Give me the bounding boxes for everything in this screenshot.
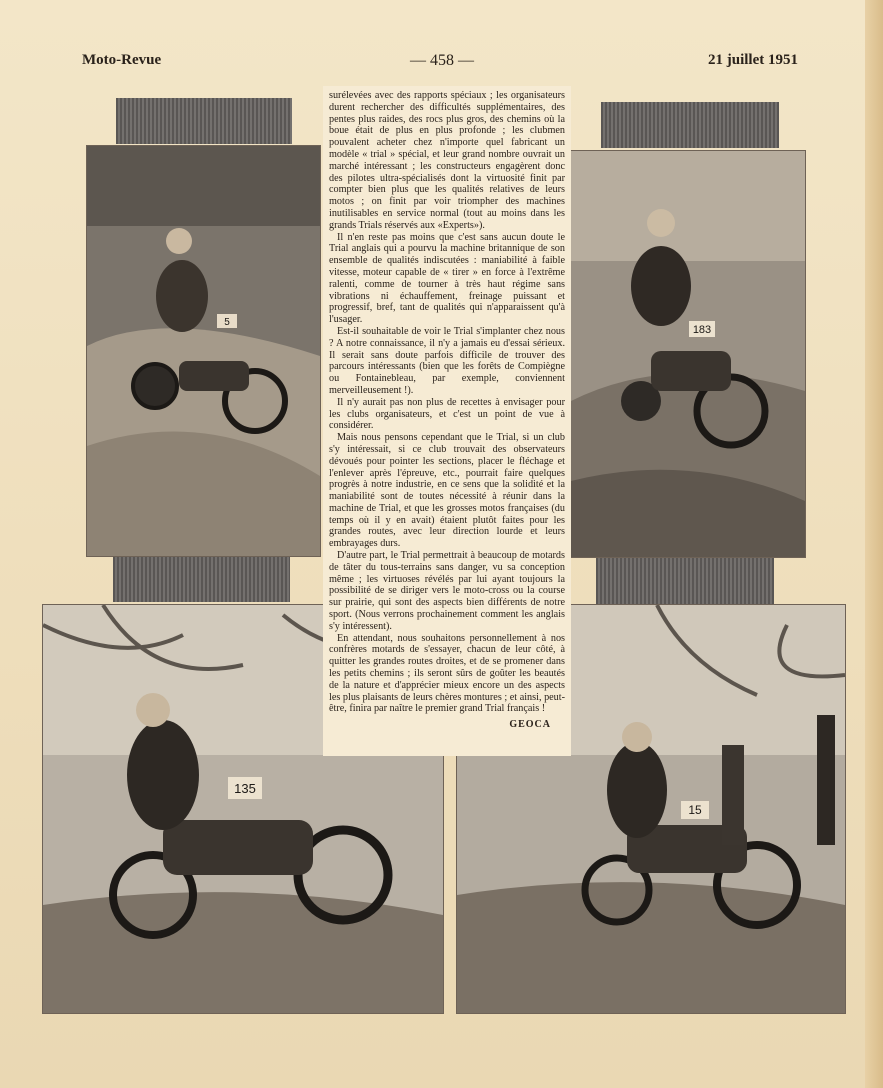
article-column — [323, 86, 571, 756]
race-plate-number: 15 — [688, 803, 702, 817]
photo-rider-top-left — [86, 145, 321, 557]
caption-bar-top-left — [116, 98, 292, 144]
article-paragraph: Mais nous pensons cependant que le Trial, si un club s'y intéressait, si ce club trouvait des observateurs dévoués pour pointer les sections, placer le fléchage et l'enlever après l'épreuve, etc., pourrait faire quelques progrès à notre industrie, en ce sens que la solidité et la maniabilité sont de toutes nécessité à réunir dans la machine de Trial, et que les grosses motos françaises (du temps où il y en avait) étaient plutôt faites pour les grandes routes, avec leur direction lourde et leurs embrayages durs. — [329, 432, 565, 550]
page-edge — [865, 0, 883, 1088]
article-paragraph: D'autre part, le Trial permettrait à beaucoup de motards de tâter du tous-terrains sans danger, vu sa conception même ; les virtuoses révélés par lui ayant toujours la possibilité de se diriger vers le moto-cross ou la course sur prairie, qui sont des aspects bien différents de notre sport. (Nous verrons prochainement comment les anglais s'y intéressent). — [329, 550, 565, 632]
page-number: — 458 — — [410, 52, 474, 69]
article-paragraph: En attendant, nous souhaitons personnellement à nos confrères motards de s'essayer, chacun de leur côté, à quitter les grandes routes droites, et de se promener dans les petits chemins ; ils seront sûrs de goûter les beautés de la nature et d'apprécier mieux encore un des aspects les plus plaisants de leurs chères montures ; et ainsi, peut-être, finira par naître le premier grand Trial français ! — [329, 632, 565, 715]
magazine-title: Moto-Revue — [82, 52, 162, 68]
article-paragraph: Il n'en reste pas moins que c'est sans aucun doute le Trial anglais qui a pourvu la machine britannique de son ensemble de qualités indiscutées : maniabilité à faible vitesse, moteur capable de « tirer » en force à l'extrême ralenti, comme de tourner à très haut régime sans vibrations ni échauffement, freinage puissant et progressif, bref, tant de qualités qui n'apparaissent qu'à l'usager. — [329, 231, 565, 326]
race-plate-number: 135 — [234, 781, 256, 796]
article-paragraph: surélevées avec des rapports spéciaux ; les organisateurs durent rechercher des difficultés supplémentaires, des pentes plus raides, des rocs plus gros, des chemins où la boue était de plus en plus profonde ; les clubmen pouvalent acheter chez n'importe quel fabricant un modèle « trial » spécial, et leur grand nombre ouvrait un marché intéressant ; les constructeurs engagèrent donc des pilotes ultra-spécialisés dont la virtuosité finit par compter bien plus que les qualités relatives de leurs motos ; on finit par voir triompher des machines inutilisables en service normal (tout au moins dans les grands Trials réservés aux «Experts»). — [329, 90, 565, 231]
caption-bar-bottom-left — [113, 556, 290, 602]
caption-bar-bottom-right — [596, 558, 774, 604]
author-signature: GEOCA — [509, 719, 551, 731]
race-plate-number: 5 — [224, 317, 230, 328]
race-plate-number: 183 — [692, 324, 712, 336]
issue-date: 21 juillet 1951 — [708, 52, 798, 68]
article-paragraph: Est-il souhaitable de voir le Trial s'implanter chez nous ? A notre connaissance, il n'y a jamais eu d'essai sérieux. Il serait sans doute parfois difficile de trouver des parcours intéressants (bien que les forêts de Compiègne ou Fontainebleau, par exemple, conviennent merveilleusement !). — [329, 325, 565, 396]
photo-rider-top-right — [570, 150, 806, 558]
article-paragraph: Il n'y aurait pas non plus de recettes à envisager pour les clubs organisateurs, et c'est un point de vue à considérer. — [329, 396, 565, 432]
caption-bar-top-right — [601, 102, 779, 148]
